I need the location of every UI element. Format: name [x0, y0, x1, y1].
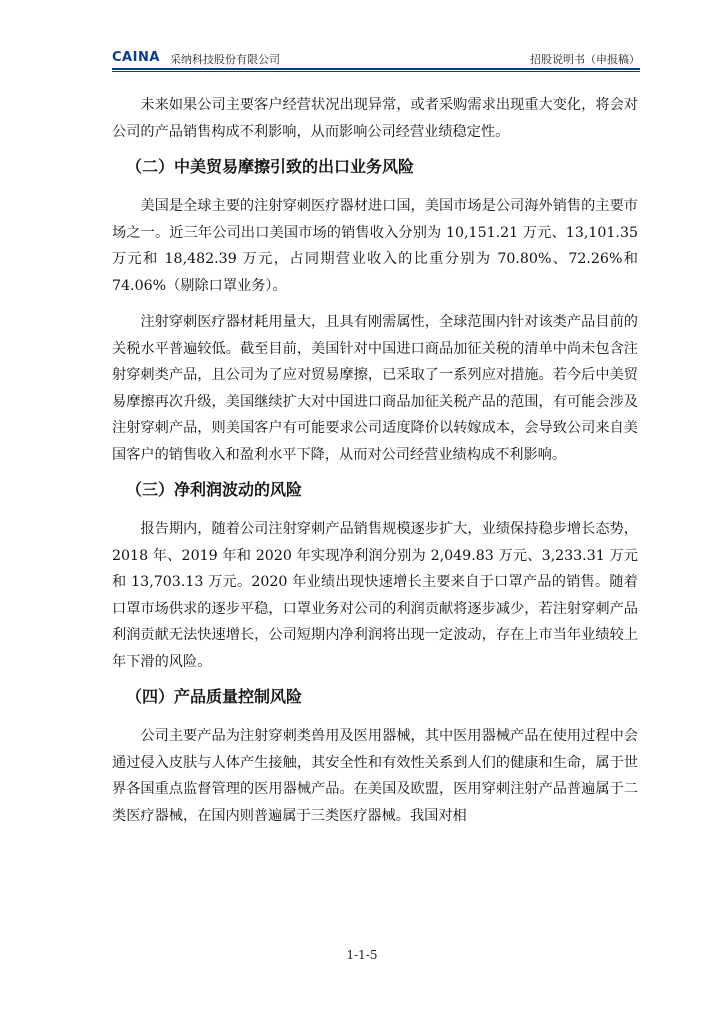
intro-paragraph: 未来如果公司主要客户经营状况出现异常，或者采购需求出现重大变化，将会对公司的产品销售构成不利影响，从而影响公司经营业绩稳定性。	[112, 97, 638, 140]
page-number: 1-1-5	[346, 948, 378, 962]
company-logo: CAINA	[112, 50, 160, 65]
paragraph: 注射穿刺医疗器材耗用量大，且具有刚需属性，全球范围内针对该类产品目前的关税水平普遍较低。截至目前，美国针对中国进口商品加征关税的清单中尚未包含注射穿刺类产品，且公司为了应对贸易摩擦，已采取了一系列应对措施。若今后中美贸易摩擦再次升级，美国继续扩大对中国进口商品加征关税产品的范围，有可能会涉及注射穿刺产品，则美国客户有可能要求公司适度降价以转嫁成本，会导致公司来自美国客户的销售收入和盈利水平下降，从而对公司经营业绩构成不利影响。	[112, 314, 638, 463]
header-rule-thin	[112, 71, 640, 72]
section-heading-profit-risk: （三）净利润波动的风险	[126, 480, 303, 499]
paragraph: 美国是全球主要的注射穿刺医疗器材进口国，美国市场是公司海外销售的主要市场之一。近三年公司出口美国市场的销售收入分别为 10,151.21 万元、13,101.35 万元和 18,482.39 万元，占同期营业收入的比重分别为 70.80%、72.26%和 74.06%（剔除口罩业务）。	[112, 198, 638, 294]
company-name: 采纳科技股份有限公司	[170, 53, 280, 66]
section-heading-trade-risk: （二）中美贸易摩擦引致的出口业务风险	[126, 157, 415, 176]
page-header	[112, 50, 640, 66]
document-type: 招股说明书（申报稿）	[530, 53, 640, 66]
paragraph: 报告期内，随着公司注射穿刺产品销售规模逐步扩大，业绩保持稳步增长态势， 2018 年、2019 年和 2020 年实现净利润分别为 2,049.83 万元、3,233.31 万元和 13,703.13 万元。2020 年业绩出现快速增长主要来自于口罩产品的销售。随着口罩市场供求的逐步平稳，口罩业务对公司的利润贡献将逐步减少，若注射穿刺产品利润贡献无法快速增长，公司短期内净利润将出现一定波动，存在上市当年业绩较上年下滑的风险。	[112, 521, 638, 670]
header-rule-thick	[112, 68, 640, 70]
paragraph: 公司主要产品为注射穿刺类兽用及医用器械，其中医用器械产品在使用过程中会通过侵入皮肤与人体产生接触，其安全性和有效性关系到人们的健康和生命，属于世界各国重点监督管理的医用器械产品。在美国及欧盟，医用穿刺注射产品普遍属于二类医疗器械，在国内则普遍属于三类医疗器械。我国对相	[112, 728, 638, 824]
document-body	[112, 92, 638, 839]
section-heading-quality-risk: （四）产品质量控制风险	[126, 687, 303, 706]
